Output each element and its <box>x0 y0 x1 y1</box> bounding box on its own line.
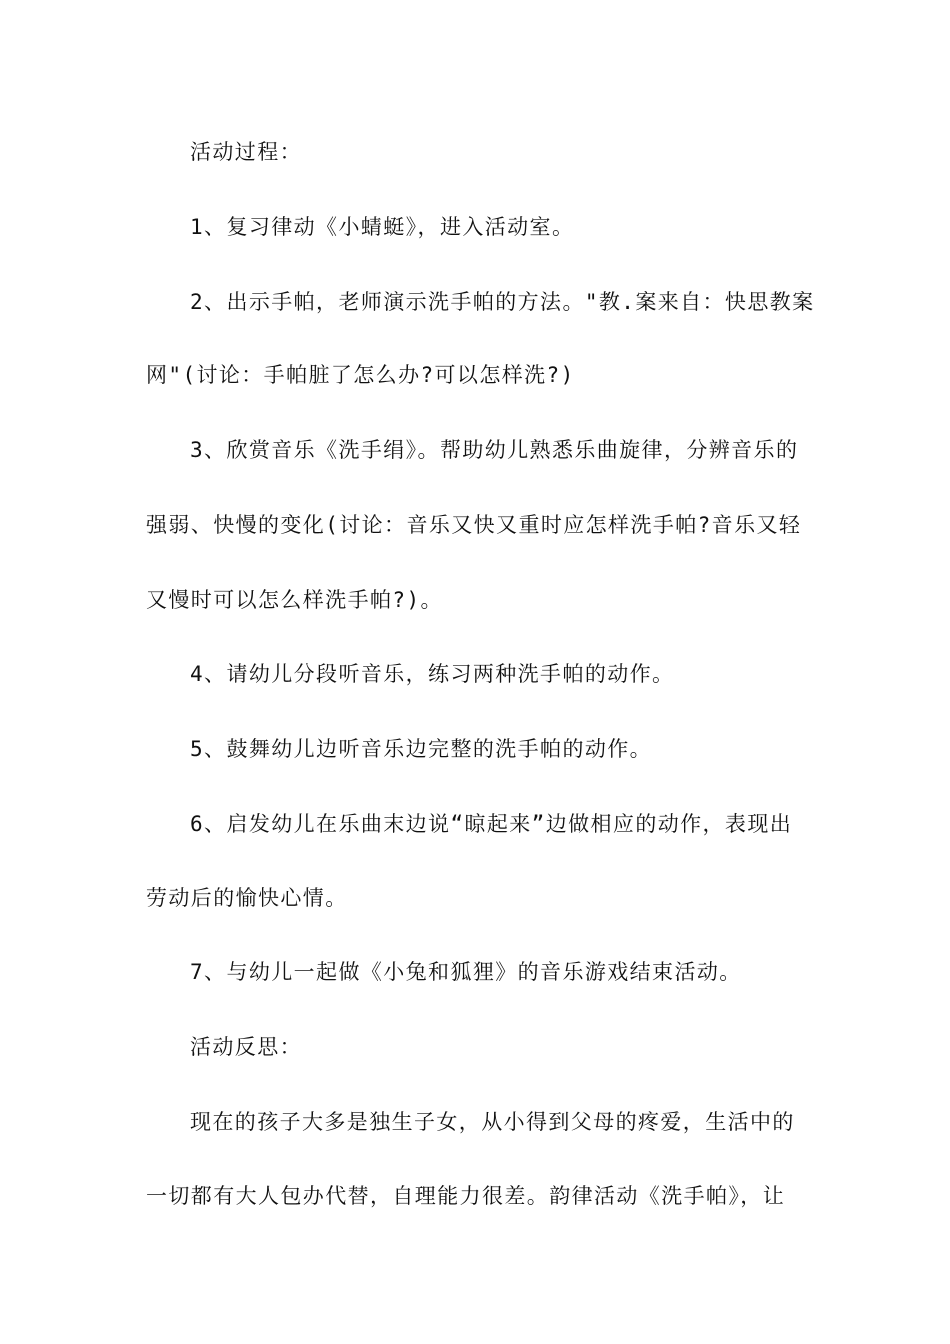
step-2-text: 2、出示手帕，老师演示洗手帕的方法。"教.案来自：快思教案 <box>190 290 815 314</box>
step-1-text: 1、复习律动《小蜻蜓》，进入活动室。 <box>190 215 575 239</box>
reflection-paragraph: 现在的孩子大多是独生子女，从小得到父母的疼爱，生活中的 <box>190 1110 795 1134</box>
step-3-text: 3、欣赏音乐《洗手绢》。帮助幼儿熟悉乐曲旋律，分辨音乐的 <box>190 438 799 462</box>
step-2-text-continued: 网"(讨论：手帕脏了怎么办?可以怎样洗?) <box>146 363 575 387</box>
section-heading-reflection: 活动反思： <box>190 1035 302 1059</box>
step-6-text-continued: 劳动后的愉快心情。 <box>146 886 348 910</box>
step-3-text-continued-1: 强弱、快慢的变化(讨论：音乐又快又重时应怎样洗手帕?音乐又轻 <box>146 513 802 537</box>
section-heading-process: 活动过程： <box>190 140 302 164</box>
step-6-text: 6、启发幼儿在乐曲末边说“晾起来”边做相应的动作，表现出 <box>190 812 793 836</box>
step-5-text: 5、鼓舞幼儿边听音乐边完整的洗手帕的动作。 <box>190 737 653 761</box>
step-7-text: 7、与幼儿一起做《小兔和狐狸》的音乐游戏结束活动。 <box>190 960 742 984</box>
step-4-text: 4、请幼儿分段听音乐，练习两种洗手帕的动作。 <box>190 662 675 686</box>
reflection-paragraph-continued: 一切都有大人包办代替，自理能力很差。韵律活动《洗手帕》，让 <box>146 1184 786 1208</box>
step-3-text-continued-2: 又慢时可以怎么样洗手帕?)。 <box>146 588 443 612</box>
